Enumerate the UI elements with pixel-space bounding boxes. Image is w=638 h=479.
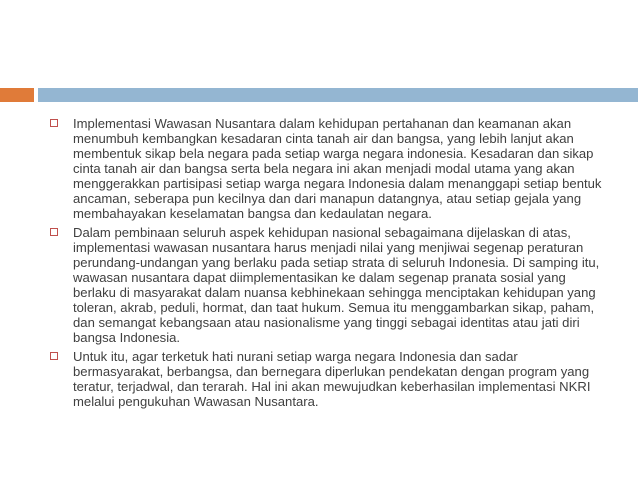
header-divider — [0, 88, 638, 102]
blue-accent-bar — [38, 88, 638, 102]
bullet-item-2 — [48, 225, 608, 345]
slide-title-area — [0, 0, 638, 88]
square-bullet-icon — [50, 228, 58, 236]
bullet-item-1 — [48, 116, 608, 221]
square-bullet-icon — [50, 119, 58, 127]
bullet-text: Implementasi Wawasan Nusantara dalam kehidupan pertahanan dan keamanan akan menumbuh kembangkan kesadaran cinta tanah air dan bangsa, yang lebih lanjut akan membentuk sikap bela negara pada setiap warga negara indonesia. Kesadaran dan sikap cinta tanah air dan bangsa serta bela negara ini akan menjadi modal utama yang akan menggerakkan partisipasi setiap warga negara Indonesia dalam menanggapi setiap bentuk ancaman, seberapa pun kecilnya dan dari manapun datangnya, atau setiap gejala yang membahayakan keselamatan bangsa dan kedaulatan negara. — [73, 116, 602, 221]
square-bullet-icon — [50, 352, 58, 360]
bullet-text: Untuk itu, agar terketuk hati nurani setiap warga negara Indonesia dan sadar bermasyarakat, berbangsa, dan bernegara diperlukan pendekatan dengan program yang teratur, terjadwal, dan terarah. Hal ini akan mewujudkan keberhasilan implementasi NKRI melalui pengukuhan Wawasan Nusantara. — [73, 349, 591, 409]
bullet-list — [48, 116, 608, 413]
bullet-item-3 — [48, 349, 608, 409]
orange-accent-block — [0, 88, 34, 102]
bullet-text: Dalam pembinaan seluruh aspek kehidupan nasional sebagaimana dijelaskan di atas, implementasi wawasan nusantara harus menjadi nilai yang menjiwai segenap peraturan perundang-undangan yang berlaku pada setiap strata di seluruh Indonesia. Di samping itu, wawasan nusantara dapat diimplementasikan ke dalam segenap pranata sosial yang berlaku di masyarakat dalam nuansa kebhinekaan sehingga menciptakan kehidupan yang toleran, akrab, peduli, hormat, dan taat hukum. Semua itu menggambarkan sikap, paham, dan semangat kebangsaan atau nasionalisme yang tinggi sebagai identitas atau jati diri bangsa Indonesia. — [73, 225, 600, 345]
